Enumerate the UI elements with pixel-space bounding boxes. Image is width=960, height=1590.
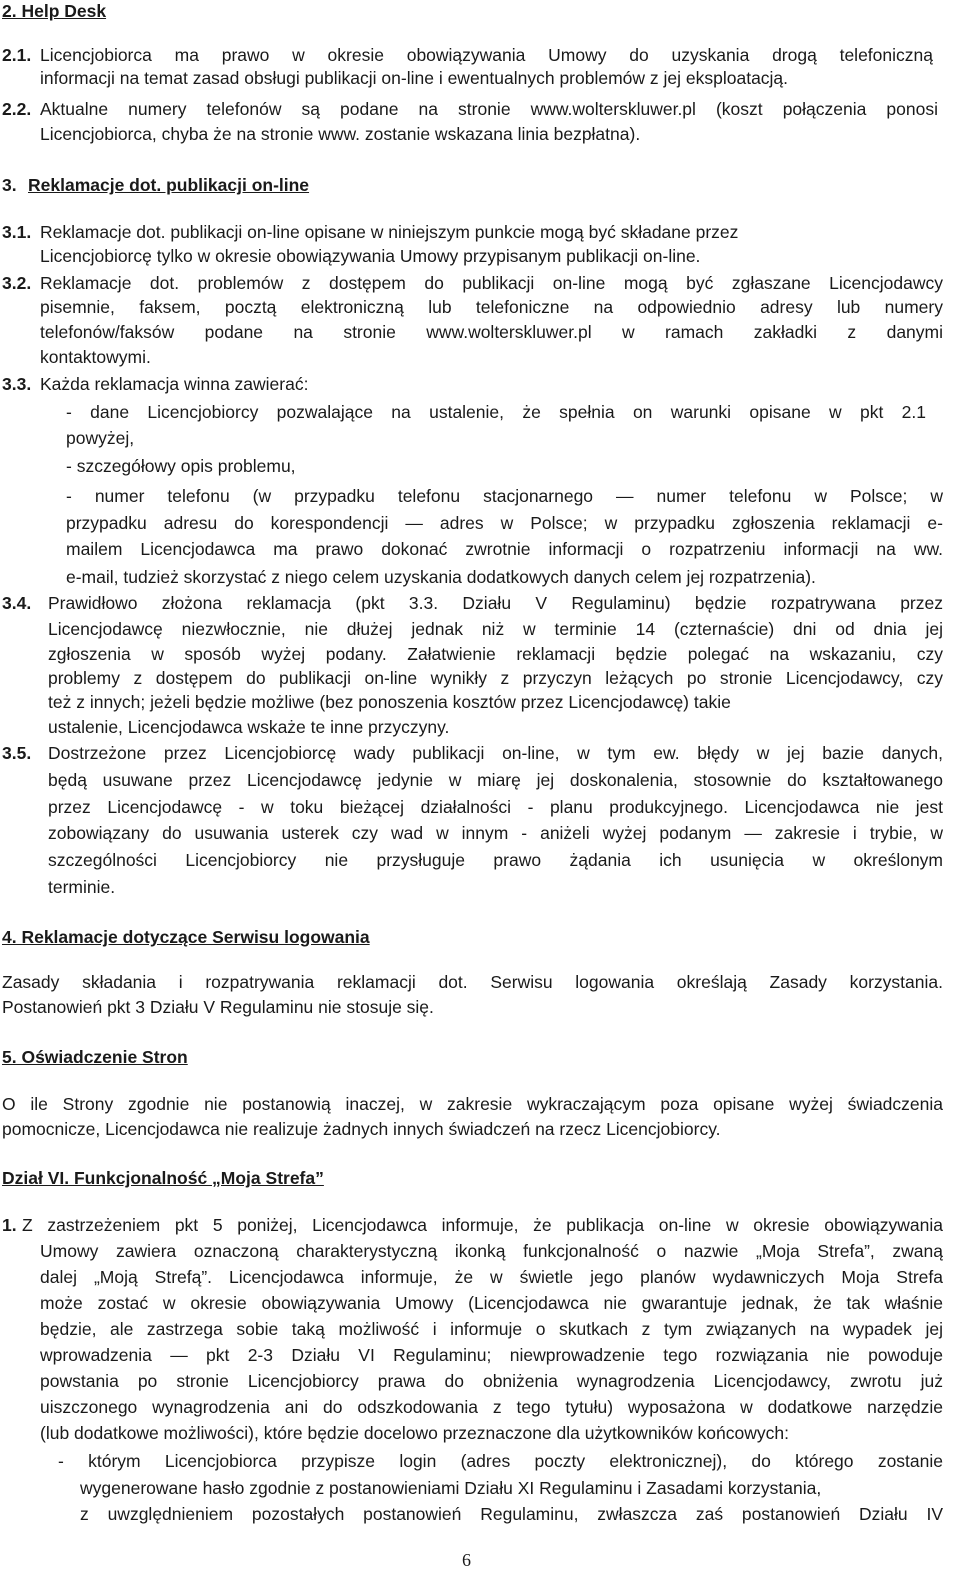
item-number: 3.4. xyxy=(2,593,32,613)
list-item: z uwzględnieniem pozostałych postanowień Regulaminu, zwłaszcza zaś postanowień Działu IV xyxy=(80,1504,943,1524)
paragraph-line: O ile Strony zgodnie nie postanowią inaczej, w zakresie wykraczającym poza opisane wyżej świadczenia xyxy=(2,1094,943,1114)
item-number: 3.5. xyxy=(2,743,32,763)
list-item: mailem Licencjodawca ma prawo dokonać zwrotnie informacji o rozpatrzeniu informacji na ww. xyxy=(66,539,943,559)
item-number: 3.2. xyxy=(2,273,32,293)
paragraph-line: informacji na temat zasad obsługi publikacji on-line i ewentualnych problemów z jej eksploatacją. xyxy=(40,68,789,88)
paragraph-line: pisemnie, faksem, pocztą elektroniczną lub telefoniczne na odpowiednio adresy lub numery xyxy=(40,297,943,317)
list-item: - dane Licencjobiorcy pozwalające na ustalenie, że spełnia on warunki opisane w pkt 2.1 xyxy=(66,402,926,422)
list-item: powyżej, xyxy=(66,428,135,448)
paragraph-line: szczególności Licencjobiorcy nie przysługuje prawo żądania ich usunięcia w określonym xyxy=(48,850,943,870)
paragraph-line: zgłoszenia w sposób wyżej podany. Załatwienie reklamacji będzie polegać na wskazaniu, czy xyxy=(48,644,943,664)
paragraph-line: może zostać w okresie obowiązywania Umowy (Licencjodawca nie gwarantuje jednak, że tak właśnie xyxy=(40,1293,943,1313)
page-number: 6 xyxy=(462,1550,471,1570)
paragraph-line: Licencjobiorca ma prawo w okresie obowiązywania Umowy do uzyskania drogą telefoniczną xyxy=(40,45,933,65)
paragraph-line: terminie. xyxy=(48,877,116,897)
paragraph-line: będą usuwane przez Licencjodawcę jedynie w miarę jej doskonalenia, stosownie do kształtowanego xyxy=(48,770,943,790)
paragraph-line: Reklamacje dot. publikacji on-line opisane w niniejszym punkcie mogą być składane przez xyxy=(40,222,739,242)
paragraph-line: telefonów/faksów podane na stronie www.wolterskluwer.pl w ramach zakładki z danymi xyxy=(40,322,943,342)
paragraph-line: ustalenie, Licencjodawca wskaże te inne przyczyny. xyxy=(48,717,450,737)
item-number: 1. xyxy=(2,1215,17,1235)
list-item: wygenerowane hasło zgodnie z postanowieniami Działu XI Regulaminu i Zasadami korzystania, xyxy=(80,1478,822,1498)
item-number: 2.2. xyxy=(2,99,32,119)
paragraph-line: pomocnicze, Licencjodawca nie realizuje żadnych innych świadczeń na rzecz Licencjobiorcy. xyxy=(2,1119,721,1139)
list-item: - szczegółowy opis problemu, xyxy=(66,456,296,476)
paragraph-line: powstania po stronie Licencjobiorcy prawa do obniżenia wynagrodzenia Licencjodawcy, zwrotu już xyxy=(40,1371,943,1391)
paragraph-line: Postanowień pkt 3 Działu V Regulaminu nie stosuje się. xyxy=(2,997,434,1017)
paragraph-line: Każda reklamacja winna zawierać: xyxy=(40,374,309,394)
paragraph-line: uiszczonego wynagrodzenia ani do odszkodowania z tego tytułu) wyposażona w dodatkowe narzędzie xyxy=(40,1397,943,1417)
paragraph-line: będzie, ale zastrzega sobie taką możliwość i informuje o skutkach z tym związanych na wypadek jej xyxy=(40,1319,943,1339)
paragraph-line: Licencjodawcę niezwłocznie, nie dłużej jednak niż w terminie 14 (czternaście) dni od dnia jej xyxy=(48,619,943,639)
paragraph-line: Zasady składania i rozpatrywania reklamacji dot. Serwisu logowania określają Zasady korzystania. xyxy=(2,972,943,992)
list-item: przypadku adresu do korespondencji — adres w Polsce; w przypadku zgłoszenia reklamacji e- xyxy=(66,513,943,533)
paragraph-line: przez Licencjodawcę - w toku bieżącej działalności - planu produkcyjnego. Licencjodawca nie jest xyxy=(48,797,943,817)
paragraph-line: Dostrzeżone przez Licencjobiorcę wady publikacji on-line, w tym ew. błędy w jej bazie danych, xyxy=(48,743,943,763)
section-heading-dzial-vi: Dział VI. Funkcjonalność „Moja Strefa” xyxy=(2,1168,324,1188)
paragraph-line: problemy z dostępem do publikacji on-line wynikły z przyczyn leżących po stronie Licencjodawcy, czy xyxy=(48,668,943,688)
section-heading-reklamacje: Reklamacje dot. publikacji on-line xyxy=(28,175,310,195)
item-number: 3.1. xyxy=(2,222,32,242)
paragraph-line: też z innych; jeżeli będzie możliwe (bez ponoszenia kosztów przez Licencjodawcę) takie xyxy=(48,692,731,712)
list-item: e-mail, tudzież skorzystać z niego celem uzyskania dodatkowych danych celem jej rozpatrzenia). xyxy=(66,567,816,587)
list-item: - którym Licencjobiorca przypisze login (adres poczty elektronicznej), do którego zostanie xyxy=(58,1451,943,1471)
paragraph-line: Prawidłowo złożona reklamacja (pkt 3.3. Działu V Regulaminu) będzie rozpatrywana przez xyxy=(48,593,943,613)
paragraph-line: Aktualne numery telefonów są podane na stronie www.wolterskluwer.pl (koszt połączenia ponosi xyxy=(40,99,938,119)
section-heading-oswiadczenie: 5. Oświadczenie Stron xyxy=(2,1047,188,1067)
paragraph-line: Reklamacje dot. problemów z dostępem do publikacji on-line mogą być zgłaszane Licencjodawcy xyxy=(40,273,943,293)
paragraph-line: kontaktowymi. xyxy=(40,347,151,367)
paragraph-line: Umowy zawiera oznaczoną charakterystyczną ikonką funkcjonalność o nazwie „Moja Strefa”, zwaną xyxy=(40,1241,943,1261)
paragraph-line: Z zastrzeżeniem pkt 5 poniżej, Licencjodawca informuje, że publikacja on-line w okresie obowiązywania xyxy=(22,1215,943,1235)
paragraph-line: Licencjobiorca, chyba że na stronie www. zostanie wskazana linia bezpłatna). xyxy=(40,124,641,144)
list-item: - numer telefonu (w przypadku telefonu stacjonarnego — numer telefonu w Polsce; w xyxy=(66,486,943,506)
paragraph-line: wprowadzenia — pkt 2-3 Działu VI Regulaminu; niewprowadzenie tego rozwiązania nie powoduje xyxy=(40,1345,943,1365)
paragraph-line: zobowiązany do usuwania usterek czy wad w innym - aniżeli wyżej podanym — zakresie i trybie, w xyxy=(48,823,943,843)
section-number: 3. xyxy=(2,175,17,195)
section-heading-reklamacje-serwisu: 4. Reklamacje dotyczące Serwisu logowania xyxy=(2,927,370,947)
paragraph-line: Licencjobiorcę tylko w okresie obowiązywania Umowy przypisanym publikacji on-line. xyxy=(40,246,701,266)
paragraph-line: dalej „Moją Strefą”. Licencjodawca informuje, że w świetle jego planów wydawniczych Moja Strefa xyxy=(40,1267,943,1287)
item-number: 2.1. xyxy=(2,45,32,65)
section-heading-help-desk: 2. Help Desk xyxy=(2,1,107,21)
paragraph-line: (lub dodatkowe możliwości), które będzie docelowo przeznaczone dla użytkowników końcowych: xyxy=(40,1423,789,1443)
item-number: 3.3. xyxy=(2,374,32,394)
